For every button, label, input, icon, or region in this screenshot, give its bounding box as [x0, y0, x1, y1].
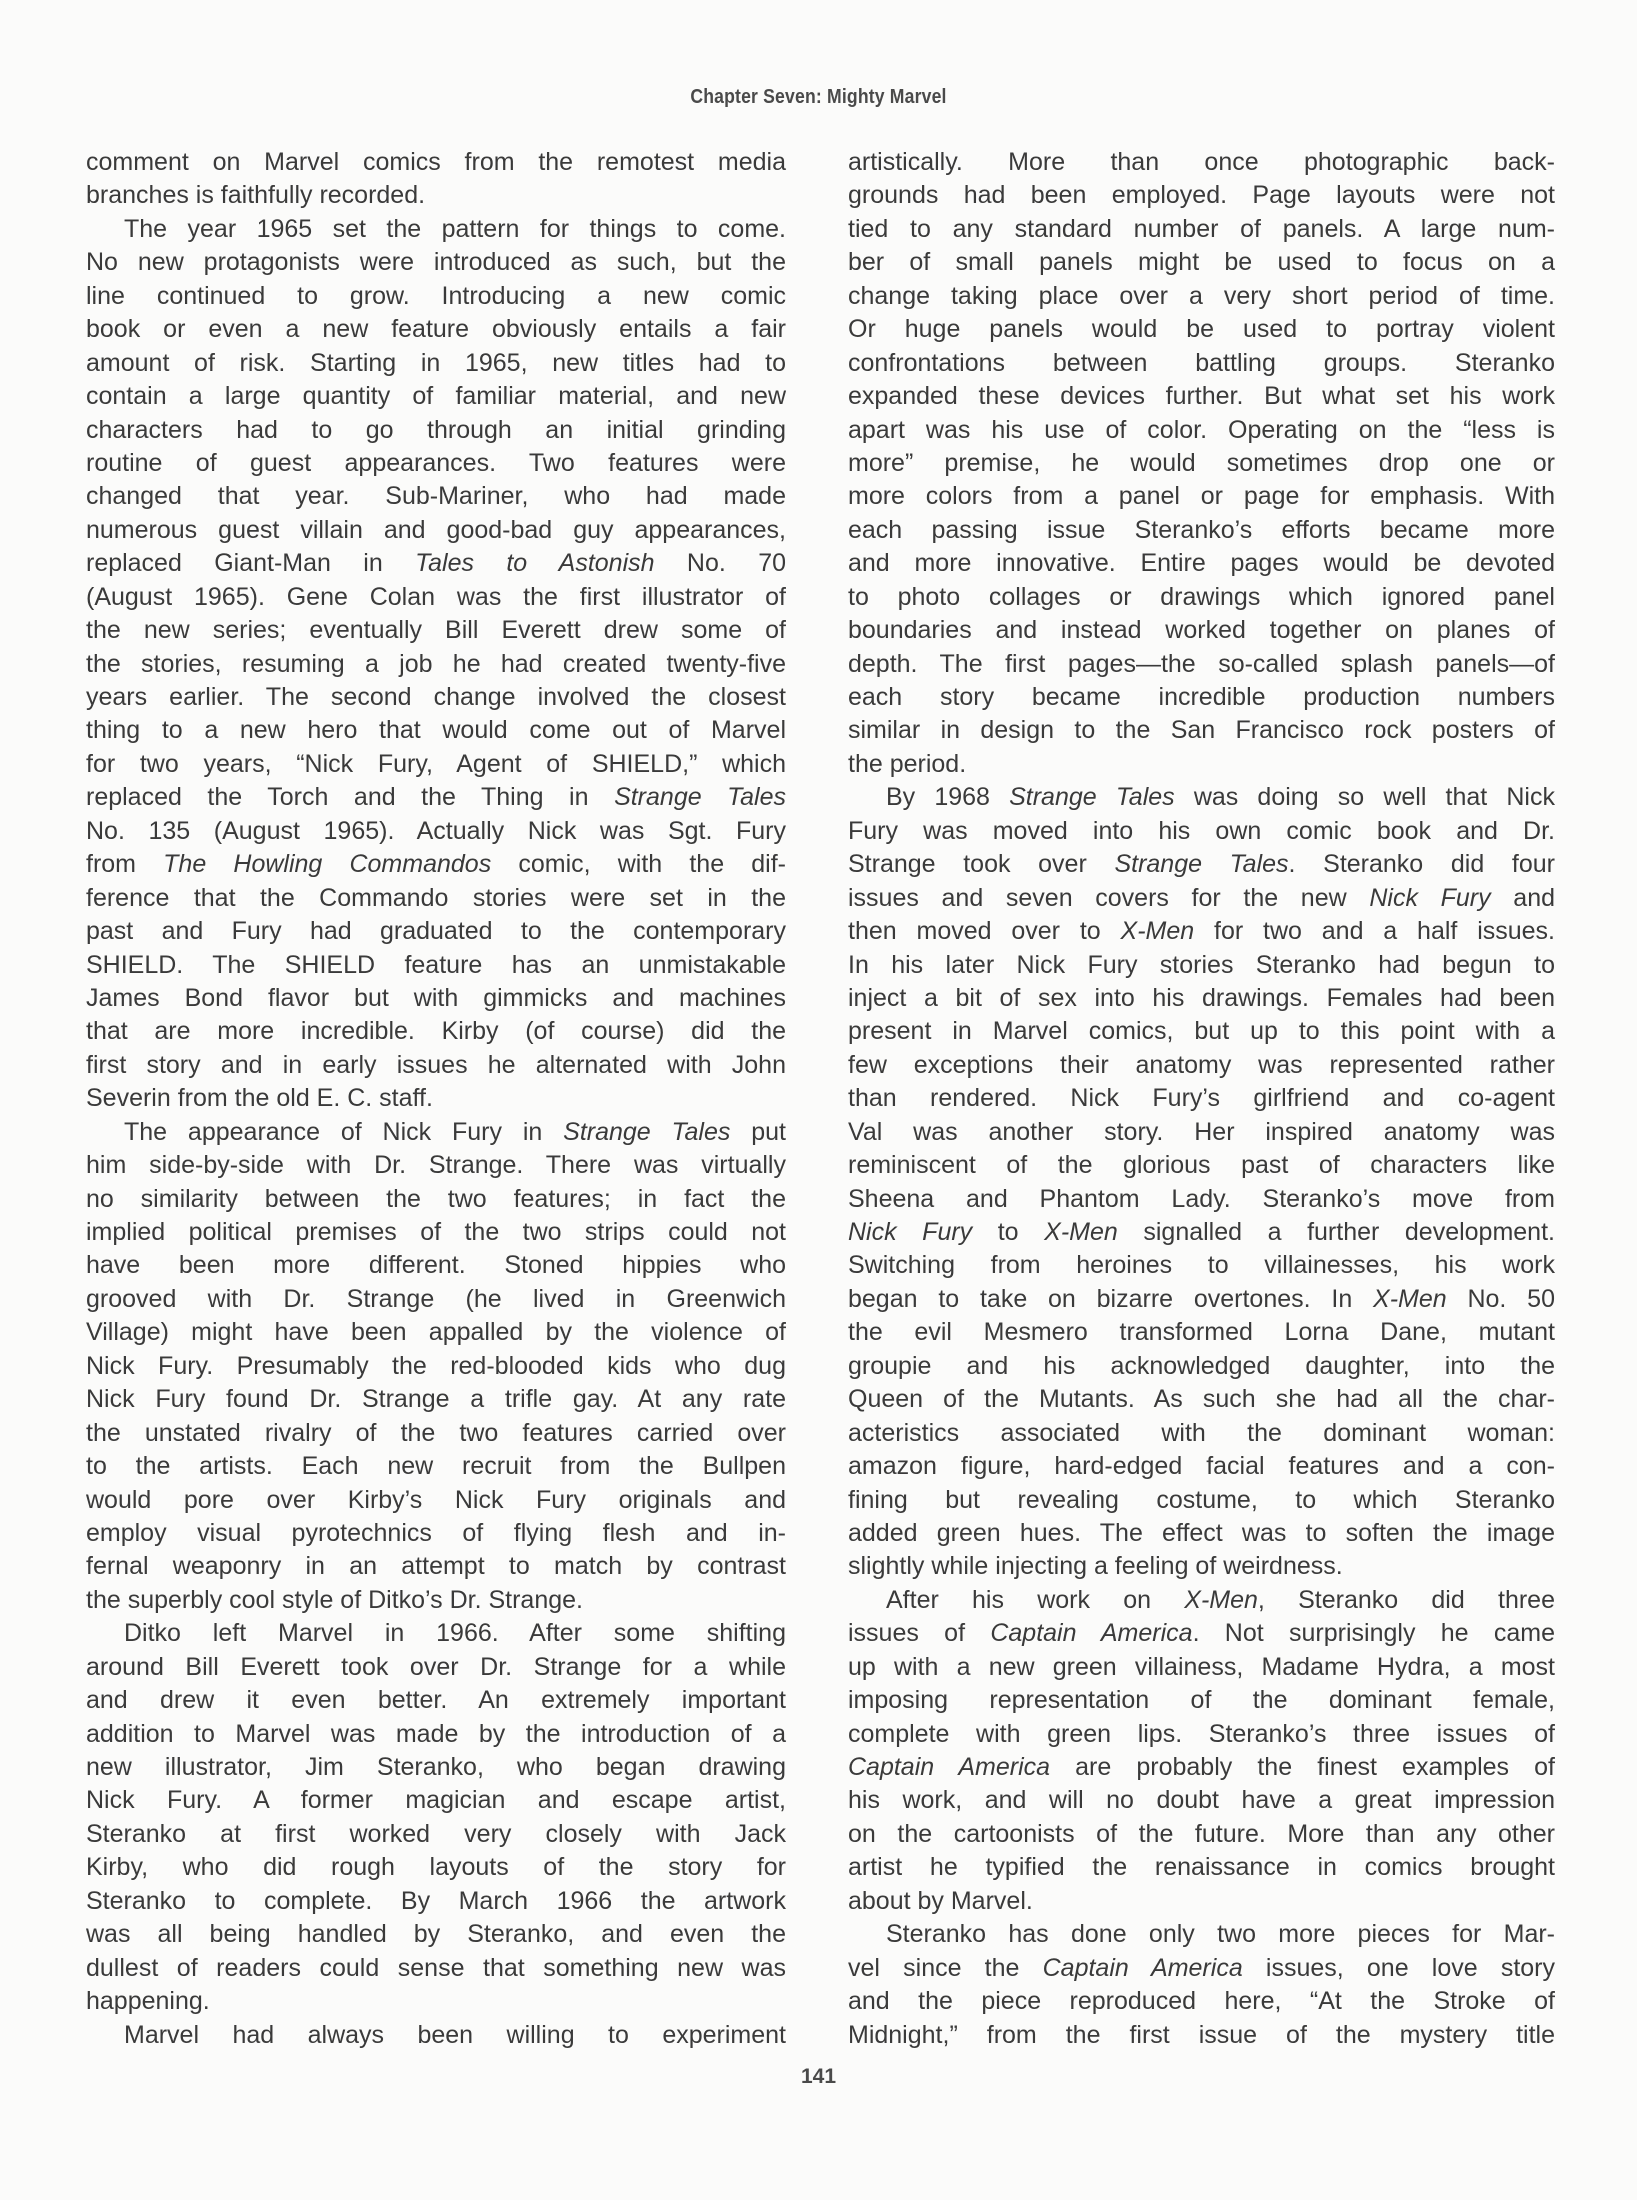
text-line	[86, 1183, 786, 1216]
text-line	[86, 280, 786, 313]
text-line	[86, 414, 786, 447]
text-run: for two years, “Nick Fury, Agent of SHIELD,” which	[86, 749, 786, 778]
text-line	[848, 1015, 1555, 1048]
text-run: fernal weaponry in an attempt to match by contrast	[86, 1552, 786, 1581]
text-run: put	[730, 1117, 786, 1146]
text-run: have been more different. Stoned hippies who	[86, 1251, 786, 1280]
text-line	[848, 915, 1555, 948]
text-run: issues of	[848, 1619, 991, 1648]
text-run: slightly while injecting a feeling of weirdness.	[848, 1552, 1343, 1581]
text-line	[86, 882, 786, 915]
text-run: characters had to go through an initial grinding	[86, 415, 786, 444]
text-line	[848, 614, 1555, 647]
text-run: By 1968	[886, 783, 1010, 812]
text-run: comment on Marvel comics from the remotest media	[86, 148, 786, 176]
text-run: amazon figure, hard-edged facial features and a con-	[848, 1452, 1555, 1481]
text-run: Nick Fury. Presumably the red-blooded kids who dug	[86, 1351, 786, 1380]
text-line	[848, 1249, 1555, 1282]
text-line	[848, 1851, 1555, 1884]
text-line	[86, 714, 786, 747]
text-run: No. 50	[1446, 1284, 1555, 1313]
text-line	[848, 447, 1555, 480]
text-line	[848, 648, 1555, 681]
text-run: Nick Fury found Dr. Strange a trifle gay. At any rate	[86, 1385, 786, 1414]
text-run: Val was another story. Her inspired anatomy was	[848, 1117, 1555, 1146]
text-run: book or even a new feature obviously entails a fair	[86, 315, 786, 344]
text-line	[86, 581, 786, 614]
text-line	[86, 1718, 786, 1751]
text-run: implied political premises of the two strips could not	[86, 1218, 786, 1246]
italic-title: Nick Fury	[848, 1218, 973, 1246]
text-line	[848, 1484, 1555, 1517]
text-run: tied to any standard number of panels. A large num-	[848, 214, 1555, 243]
text-run: each passing issue Steranko’s efforts became more	[848, 515, 1555, 544]
text-line	[86, 848, 786, 881]
text-run: each story became incredible production numbers	[848, 683, 1555, 711]
text-line	[848, 681, 1555, 714]
text-line	[848, 313, 1555, 346]
text-line	[848, 1584, 1555, 1617]
text-line	[86, 748, 786, 781]
italic-title: Captain America	[990, 1619, 1193, 1648]
text-line	[86, 1985, 786, 2018]
text-run: similar in design to the San Francisco rock posters of	[848, 716, 1555, 745]
right-column	[848, 146, 1555, 2052]
text-run: Midnight,” from the first issue of the mystery title	[848, 2020, 1555, 2049]
text-run: routine of guest appearances. Two features were	[86, 448, 786, 477]
text-run: fining but revealing costume, to which Steranko	[848, 1485, 1555, 1514]
text-line	[86, 1484, 786, 1517]
text-run: complete with green lips. Steranko’s three issues of	[848, 1719, 1555, 1748]
text-line	[848, 213, 1555, 246]
text-run: artistically. More than once photographic back-	[848, 148, 1555, 176]
text-line	[848, 179, 1555, 212]
text-run: from	[86, 850, 164, 879]
italic-title: X-Men	[1373, 1284, 1447, 1313]
text-line	[848, 547, 1555, 580]
text-line	[848, 848, 1555, 881]
text-line	[848, 1417, 1555, 1450]
text-line	[86, 1015, 786, 1048]
text-run: Or huge panels would be used to portray violent	[848, 315, 1555, 344]
text-run: the new series; eventually Bill Everett drew some of	[86, 616, 786, 645]
text-run: James Bond flavor but with gimmicks and machines	[86, 983, 786, 1012]
text-run: than rendered. Nick Fury’s girlfriend and co-agent	[848, 1084, 1555, 1113]
text-run: thing to a new hero that would come out of Marvel	[86, 716, 786, 745]
text-run: grounds had been employed. Page layouts were not	[848, 181, 1555, 210]
text-run: replaced the Torch and the Thing in	[86, 783, 615, 812]
text-run: around Bill Everett took over Dr. Strange for a while	[86, 1652, 786, 1681]
running-head: Chapter Seven: Mighty Marvel	[690, 86, 947, 108]
text-run: changed that year. Sub-Mariner, who had made	[86, 482, 786, 511]
text-run: signalled a further development.	[1117, 1218, 1555, 1246]
text-line	[848, 1216, 1555, 1249]
text-run: and more innovative. Entire pages would be devoted	[848, 549, 1555, 578]
text-line	[86, 1249, 786, 1282]
text-line	[86, 179, 786, 212]
text-line	[848, 1718, 1555, 1751]
text-line	[848, 949, 1555, 982]
text-run: Fury was moved into his own comic book and Dr.	[848, 816, 1555, 845]
text-line	[86, 1283, 786, 1316]
italic-title: The Howling Commandos	[163, 850, 492, 879]
italic-title: Strange Tales	[563, 1117, 731, 1146]
text-line	[86, 347, 786, 380]
italic-title: Tales to Astonish	[415, 549, 655, 578]
text-line	[848, 714, 1555, 747]
text-line	[86, 480, 786, 513]
text-line	[848, 146, 1555, 179]
text-run: issues and seven covers for the new	[848, 883, 1370, 912]
italic-title: X-Men	[1184, 1585, 1258, 1614]
text-run: ference that the Commando stories were set in the	[86, 883, 786, 912]
text-line	[86, 2019, 786, 2052]
text-run: Switching from heroines to villainesses, his work	[848, 1251, 1555, 1280]
text-run: The year 1965 set the pattern for things to come.	[124, 214, 786, 243]
text-line	[86, 1818, 786, 1851]
page-number: 141	[800, 2065, 837, 2088]
text-line	[86, 1450, 786, 1483]
text-line	[848, 1651, 1555, 1684]
text-line	[86, 547, 786, 580]
text-line	[848, 1383, 1555, 1416]
text-run: Marvel had always been willing to experiment	[124, 2020, 786, 2049]
text-run: replaced Giant-Man in	[86, 549, 416, 578]
text-run: Severin from the old E. C. staff.	[86, 1084, 433, 1113]
text-line	[86, 648, 786, 681]
text-run: to photo collages or drawings which ignored panel	[848, 582, 1555, 611]
text-run: new illustrator, Jim Steranko, who began drawing	[86, 1753, 786, 1781]
text-line	[848, 347, 1555, 380]
text-run: for two and a half issues.	[1194, 917, 1555, 946]
text-line	[86, 1417, 786, 1450]
text-line	[86, 1617, 786, 1650]
text-run: artist he typified the renaissance in comics brought	[848, 1853, 1555, 1882]
text-run: and the piece reproduced here, “At the Stroke of	[848, 1987, 1555, 2016]
text-run: numerous guest villain and good-bad guy appearances,	[86, 515, 786, 544]
text-line	[86, 246, 786, 279]
text-line	[848, 1918, 1555, 1951]
text-line	[86, 1116, 786, 1149]
text-run: would pore over Kirby’s Nick Fury originals and	[86, 1485, 786, 1514]
text-run: expanded these devices further. But what set his work	[848, 382, 1555, 411]
text-run: (August 1965). Gene Colan was the first illustrator of	[86, 582, 786, 611]
text-line	[86, 1684, 786, 1717]
italic-title: Strange Tales	[1114, 850, 1289, 879]
text-line	[848, 1149, 1555, 1182]
text-run: employ visual pyrotechnics of flying flesh and in-	[86, 1518, 786, 1547]
text-run: more colors from a panel or page for emphasis. With	[848, 482, 1555, 511]
text-run: was doing so well that Nick	[1174, 783, 1555, 812]
text-line	[848, 1617, 1555, 1650]
text-line	[848, 882, 1555, 915]
text-run: addition to Marvel was made by the introduction of a	[86, 1719, 786, 1748]
text-line	[848, 1784, 1555, 1817]
text-line	[848, 414, 1555, 447]
text-line	[86, 1082, 786, 1115]
text-run: In his later Nick Fury stories Steranko had begun to	[848, 950, 1555, 979]
text-line	[86, 614, 786, 647]
text-run: no similarity between the two features; in fact the	[86, 1184, 786, 1213]
text-run: No. 135 (August 1965). Actually Nick was Sgt. Fury	[86, 816, 786, 845]
text-line	[86, 1517, 786, 1550]
text-run: past and Fury had graduated to the contemporary	[86, 917, 786, 946]
italic-title: Strange Tales	[1009, 783, 1175, 812]
text-run: The appearance of Nick Fury in	[124, 1117, 564, 1146]
text-run: present in Marvel comics, but up to this point with a	[848, 1017, 1555, 1046]
text-run: Queen of the Mutants. As such she had all the char-	[848, 1385, 1555, 1414]
text-line	[86, 949, 786, 982]
text-line	[86, 1851, 786, 1884]
text-run: grooved with Dr. Strange (he lived in Greenwich	[86, 1284, 786, 1313]
italic-title: X-Men	[1044, 1218, 1118, 1246]
text-run: depth. The first pages—the so-called splash panels—of	[848, 649, 1555, 678]
text-line	[86, 514, 786, 547]
text-line	[848, 1350, 1555, 1383]
text-line	[86, 1550, 786, 1583]
text-run: inject a bit of sex into his drawings. Females had been	[848, 983, 1555, 1012]
text-run: After his work on	[886, 1585, 1185, 1614]
text-run: the period.	[848, 749, 967, 778]
text-line	[86, 380, 786, 413]
text-run: Sheena and Phantom Lady. Steranko’s move from	[848, 1184, 1555, 1213]
text-line	[848, 1450, 1555, 1483]
text-run: No new protagonists were introduced as such, but the	[86, 248, 786, 277]
text-run: on the cartoonists of the future. More than any other	[848, 1819, 1555, 1848]
text-line	[848, 480, 1555, 513]
text-run: dullest of readers could sense that something new was	[86, 1953, 786, 1982]
text-run: Steranko has done only two more pieces for Mar-	[886, 1920, 1555, 1949]
text-run: up with a new green villainess, Madame Hydra, a most	[848, 1652, 1555, 1681]
text-line	[848, 1517, 1555, 1550]
text-run: vel since the	[848, 1953, 1043, 1982]
text-run: Kirby, who did rough layouts of the story for	[86, 1853, 786, 1882]
text-line	[86, 1651, 786, 1684]
text-run: more” premise, he would sometimes drop one or	[848, 448, 1555, 477]
text-line	[848, 1183, 1555, 1216]
text-run: acteristics associated with the dominant woman:	[848, 1418, 1555, 1447]
text-line	[848, 1952, 1555, 1985]
italic-title: X-Men	[1120, 917, 1195, 946]
text-line	[86, 1316, 786, 1349]
text-run: groupie and his acknowledged daughter, into the	[848, 1351, 1555, 1380]
text-run: the superbly cool style of Ditko’s Dr. Strange.	[86, 1585, 583, 1614]
text-run: ber of small panels might be used to focus on a	[848, 248, 1555, 277]
text-line	[848, 781, 1555, 814]
text-run: the evil Mesmero transformed Lorna Dane, mutant	[848, 1318, 1555, 1347]
text-line	[848, 1751, 1555, 1784]
text-run: contain a large quantity of familiar material, and new	[86, 382, 786, 411]
text-line	[86, 681, 786, 714]
text-line	[848, 1818, 1555, 1851]
text-line	[848, 380, 1555, 413]
text-run: SHIELD. The SHIELD feature has an unmistakable	[86, 950, 786, 979]
text-run: comic, with the dif-	[491, 850, 786, 879]
text-run: added green hues. The effect was to soften the image	[848, 1518, 1555, 1547]
text-run: began to take on bizarre overtones. In	[848, 1284, 1374, 1313]
text-run: Nick Fury. A former magician and escape artist,	[86, 1786, 786, 1815]
text-run: Strange took over	[848, 850, 1115, 879]
text-line	[848, 1550, 1555, 1583]
text-line	[86, 915, 786, 948]
text-run: confrontations between battling groups. Steranko	[848, 348, 1555, 377]
text-run: change taking place over a very short period of time.	[848, 281, 1555, 310]
italic-title: Nick Fury	[1369, 883, 1491, 912]
text-run: years earlier. The second change involved the closest	[86, 683, 786, 711]
text-run: line continued to grow. Introducing a new comic	[86, 281, 786, 310]
text-run: happening.	[86, 1987, 210, 2016]
text-run: the unstated rivalry of the two features carried over	[86, 1418, 786, 1447]
text-line	[848, 1985, 1555, 2018]
text-line	[86, 1216, 786, 1249]
text-run: reminiscent of the glorious past of characters like	[848, 1151, 1555, 1180]
text-run: then moved over to	[848, 917, 1121, 946]
text-line	[848, 1684, 1555, 1717]
text-run: No. 70	[654, 549, 787, 578]
text-line	[86, 1784, 786, 1817]
text-run: to	[972, 1218, 1045, 1246]
italic-title: Captain America	[848, 1753, 1051, 1781]
text-line	[86, 146, 786, 179]
text-line	[86, 982, 786, 1015]
text-line	[86, 213, 786, 246]
text-line	[86, 1350, 786, 1383]
text-line	[848, 815, 1555, 848]
text-run: his work, and will no doubt have a great impression	[848, 1786, 1555, 1815]
italic-title: Strange Tales	[614, 783, 786, 812]
text-run: boundaries and instead worked together on planes of	[848, 616, 1555, 645]
text-run: . Steranko did four	[1288, 850, 1555, 879]
text-line	[86, 781, 786, 814]
text-run: him side-by-side with Dr. Strange. There was virtually	[86, 1151, 786, 1180]
text-line	[848, 514, 1555, 547]
text-run: amount of risk. Starting in 1965, new titles had to	[86, 348, 786, 377]
text-run: apart was his use of color. Operating on the “less is	[848, 415, 1555, 444]
text-line	[848, 246, 1555, 279]
text-run: branches is faithfully recorded.	[86, 181, 426, 210]
text-run: , Steranko did three	[1257, 1585, 1555, 1614]
text-line	[86, 1751, 786, 1784]
text-run: was all being handled by Steranko, and even the	[86, 1920, 786, 1949]
text-line	[848, 1283, 1555, 1316]
text-line	[848, 280, 1555, 313]
text-run: about by Marvel.	[848, 1886, 1033, 1915]
text-line	[848, 2019, 1555, 2052]
text-run: the stories, resuming a job he had created twenty-five	[86, 649, 786, 678]
text-line	[848, 1082, 1555, 1115]
text-run: imposing representation of the dominant female,	[848, 1686, 1555, 1715]
text-run: to the artists. Each new recruit from the Bullpen	[86, 1452, 786, 1481]
text-run: issues, one love story	[1242, 1953, 1555, 1982]
text-line	[848, 1885, 1555, 1918]
text-line	[86, 447, 786, 480]
text-line	[86, 313, 786, 346]
text-line	[848, 1116, 1555, 1149]
text-run: Steranko at first worked very closely with Jack	[86, 1819, 786, 1848]
text-line	[86, 815, 786, 848]
italic-title: Captain America	[1042, 1953, 1243, 1982]
text-line	[86, 1383, 786, 1416]
text-run: and	[1490, 883, 1555, 912]
text-line	[86, 1885, 786, 1918]
text-line	[848, 982, 1555, 1015]
text-run: Village) might have been appalled by the violence of	[86, 1318, 786, 1347]
text-line	[848, 1316, 1555, 1349]
text-run: . Not surprisingly he came	[1192, 1619, 1555, 1648]
text-line	[86, 1149, 786, 1182]
text-line	[86, 1918, 786, 1951]
left-column	[86, 146, 786, 2052]
text-run: are probably the finest examples of	[1050, 1753, 1555, 1781]
text-line	[86, 1049, 786, 1082]
text-line	[848, 581, 1555, 614]
text-line	[86, 1584, 786, 1617]
text-run: Steranko to complete. By March 1966 the artwork	[86, 1886, 786, 1915]
text-run: that are more incredible. Kirby (of course) did the	[86, 1017, 786, 1046]
text-line	[848, 748, 1555, 781]
text-line	[848, 1049, 1555, 1082]
text-run: few exceptions their anatomy was represented rather	[848, 1050, 1555, 1079]
text-run: and drew it even better. An extremely important	[86, 1686, 786, 1715]
text-line	[86, 1952, 786, 1985]
text-run: first story and in early issues he alternated with John	[86, 1050, 786, 1079]
text-run: Ditko left Marvel in 1966. After some shifting	[124, 1619, 786, 1648]
